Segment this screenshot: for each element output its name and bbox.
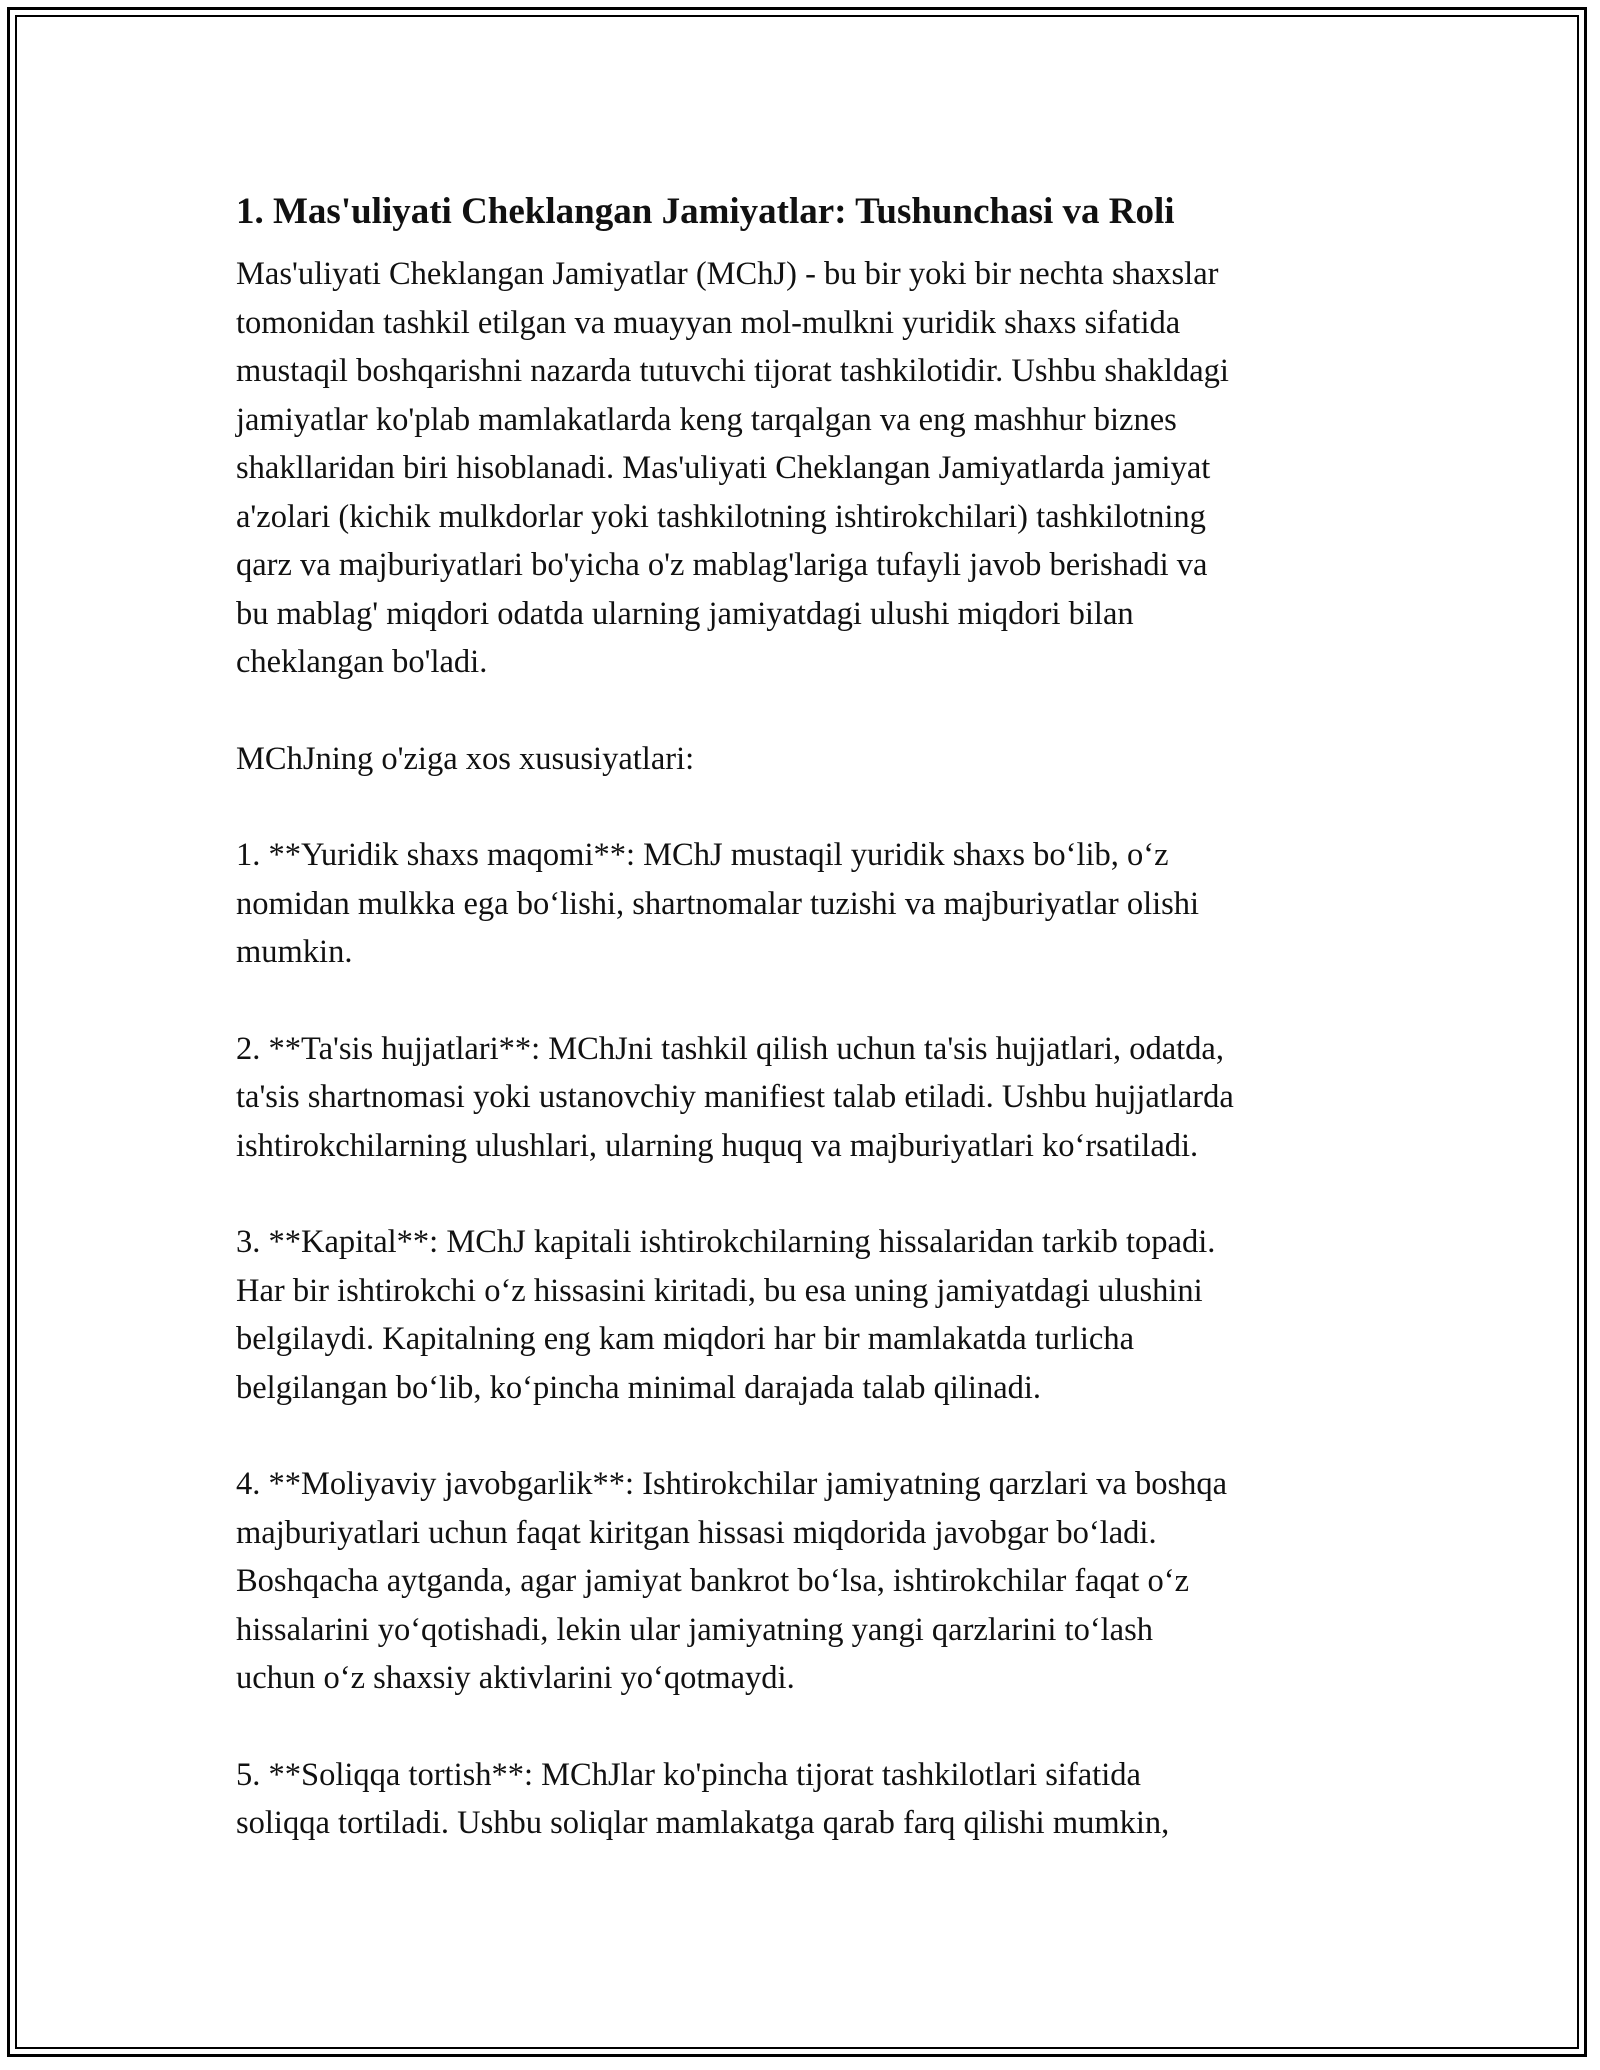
intro-paragraph: Mas'uliyati Cheklangan Jamiyatlar (MChJ) - bu bir yoki bir nechta shaxslar tomonidan tashkil etilgan va muayyan mol-mulkni yuridik shaxs sifatida mustaqil boshqarishni nazarda tutuvchi tijorat tashkilotidir. Ushbu shakldagi jamiyatlar ko'plab mamlakatlarda keng tarqalgan va eng mashhur biznes shakllaridan biri hisoblanadi. Mas'uliyati Cheklangan Jamiyatlarda jamiyat a'zolari (kichik mulkdorlar yoki tashkilotning ishtirokchilari) tashkilotning qarz va majburiyatlari bo'yicha o'z mablag'lariga tufayli javob berishadi va bu mablag' miqdori odatda ularning jamiyatdagi ulushi miqdori bilan cheklangan bo'ladi. [236,256,1229,680]
document-title: 1. Mas'uliyati Cheklangan Jamiyatlar: Tushunchasi va Roli [236,191,1175,232]
document-body [236,186,1376,1896]
feature-item-taxation: 5. **Soliqqa tortish**: MChJlar ko'pincha tijorat tashkilotlari sifatida soliqqa tortiladi. Ushbu soliqlar mamlakatga qarab farq qilishi mumkin, [236,1756,1170,1841]
features-heading: MChJning o'ziga xos xususiyatlari: [236,740,695,777]
feature-item-financial-liability: 4. **Moliyaviy javobgarlik**: Ishtirokchilar jamiyatning qarzlari va boshqa majburiyatlari uchun faqat kiritgan hissasi miqdorida javobgar boʻladi. Boshqacha aytganda, agar jamiyat bankrot boʻlsa, ishtirokchilar faqat oʻz hissalarini yoʻqotishadi, lekin ular jamiyatning yangi qarzlarini toʻlash uchun oʻz shaxsiy aktivlarini yoʻqotmaydi. [236,1466,1228,1696]
feature-item-legal-status: 1. **Yuridik shaxs maqomi**: MChJ mustaqil yuridik shaxs boʻlib, oʻz nomidan mulkka ega boʻlishi, shartnomalar tuzishi va majburiyatlar olishi mumkin. [236,837,1200,970]
feature-item-founding-documents: 2. **Ta'sis hujjatlari**: MChJni tashkil qilish uchun ta'sis hujjatlari, odatda, ta'sis shartnomasi yoki ustanovchiy manifiest talab etiladi. Ushbu hujjatlarda ishtirokchilarning ulushlari, ularning huquq va majburiyatlari koʻrsatiladi. [236,1030,1234,1164]
feature-item-capital: 3. **Kapital**: MChJ kapitali ishtirokchilarning hissalaridan tarkib topadi. Har bir ishtirokchi oʻz hissasini kiritadi, bu esa uning jamiyatdagi ulushini belgilaydi. Kapitalning eng kam miqdori har bir mamlakatda turlicha belgilangan boʻlib, koʻpincha minimal darajada talab qilinadi. [236,1224,1216,1406]
